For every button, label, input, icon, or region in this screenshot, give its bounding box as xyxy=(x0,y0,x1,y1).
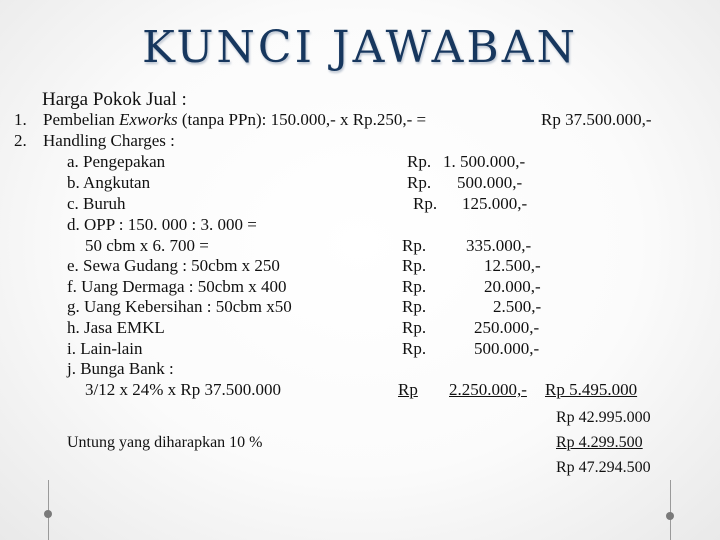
charge-a-currency: Rp. xyxy=(407,152,432,171)
frame-dot-right xyxy=(666,512,674,520)
charge-e-amount: 12.500,- xyxy=(484,256,541,275)
charge-a-amount: 1. 500.000,- xyxy=(443,152,526,171)
item-1-text: Pembelian Exworks (tanpa PPn): 150.000,- x Rp.250,- = xyxy=(43,110,427,129)
charge-c-amount: 125.000,- xyxy=(462,194,528,213)
charge-a-label: a. Pengepakan xyxy=(67,152,166,171)
charge-g-amount: 2.500,- xyxy=(493,297,542,316)
profit-label: Untung yang diharapkan 10 % xyxy=(67,434,263,451)
charge-b-currency: Rp. xyxy=(407,173,432,192)
charge-f-label: f. Uang Dermaga : 50cbm x 400 xyxy=(67,277,287,296)
item-2-number: 2. xyxy=(14,131,27,150)
charge-i-currency: Rp. xyxy=(402,339,427,358)
grand-total: Rp 47.294.500 xyxy=(556,459,651,476)
frame-dot-left xyxy=(44,510,52,518)
charge-d-label: d. OPP : 150. 000 : 3. 000 = xyxy=(67,215,257,234)
profit-amount: Rp 4.299.500 xyxy=(556,434,643,451)
charge-b-amount: 500.000,- xyxy=(457,173,523,192)
charge-j-label: j. Bunga Bank : xyxy=(67,359,174,378)
subtotal-total: Rp 5.495.000 xyxy=(545,380,638,399)
charge-e-label: e. Sewa Gudang : 50cbm x 250 xyxy=(67,256,280,275)
charge-f-amount: 20.000,- xyxy=(484,277,541,296)
charge-d-detail: 50 cbm x 6. 700 = xyxy=(85,236,209,255)
item-1-amount: Rp 37.500.000,- xyxy=(541,110,652,129)
charge-i-label: i. Lain-lain xyxy=(67,339,143,358)
total-before-profit: Rp 42.995.000 xyxy=(556,409,651,426)
item-1-number: 1. xyxy=(14,110,27,129)
item-2-text: Handling Charges : xyxy=(43,131,175,150)
charge-g-currency: Rp. xyxy=(402,297,427,316)
charge-h-amount: 250.000,- xyxy=(474,318,540,337)
charge-e-currency: Rp. xyxy=(402,256,427,275)
charge-h-currency: Rp. xyxy=(402,318,427,337)
slide-title: KUNCI JAWABAN xyxy=(142,22,578,73)
subtotal-currency: Rp xyxy=(398,380,418,399)
subtotal-amount: 2.250.000,- xyxy=(449,380,527,399)
charge-i-amount: 500.000,- xyxy=(474,339,540,358)
charge-c-label: c. Buruh xyxy=(67,194,126,213)
charge-h-label: h. Jasa EMKL xyxy=(67,318,165,337)
charge-f-currency: Rp. xyxy=(402,277,427,296)
charge-c-currency: Rp. xyxy=(413,194,438,213)
charge-d-currency: Rp. xyxy=(402,236,427,255)
section-heading: Harga Pokok Jual : xyxy=(42,89,187,110)
charge-g-label: g. Uang Kebersihan : 50cbm x50 xyxy=(67,297,292,316)
charge-d-amount: 335.000,- xyxy=(466,236,532,255)
charge-b-label: b. Angkutan xyxy=(67,173,151,192)
charge-j-detail: 3/12 x 24% x Rp 37.500.000 xyxy=(85,380,281,399)
frame-line-right xyxy=(670,480,671,540)
